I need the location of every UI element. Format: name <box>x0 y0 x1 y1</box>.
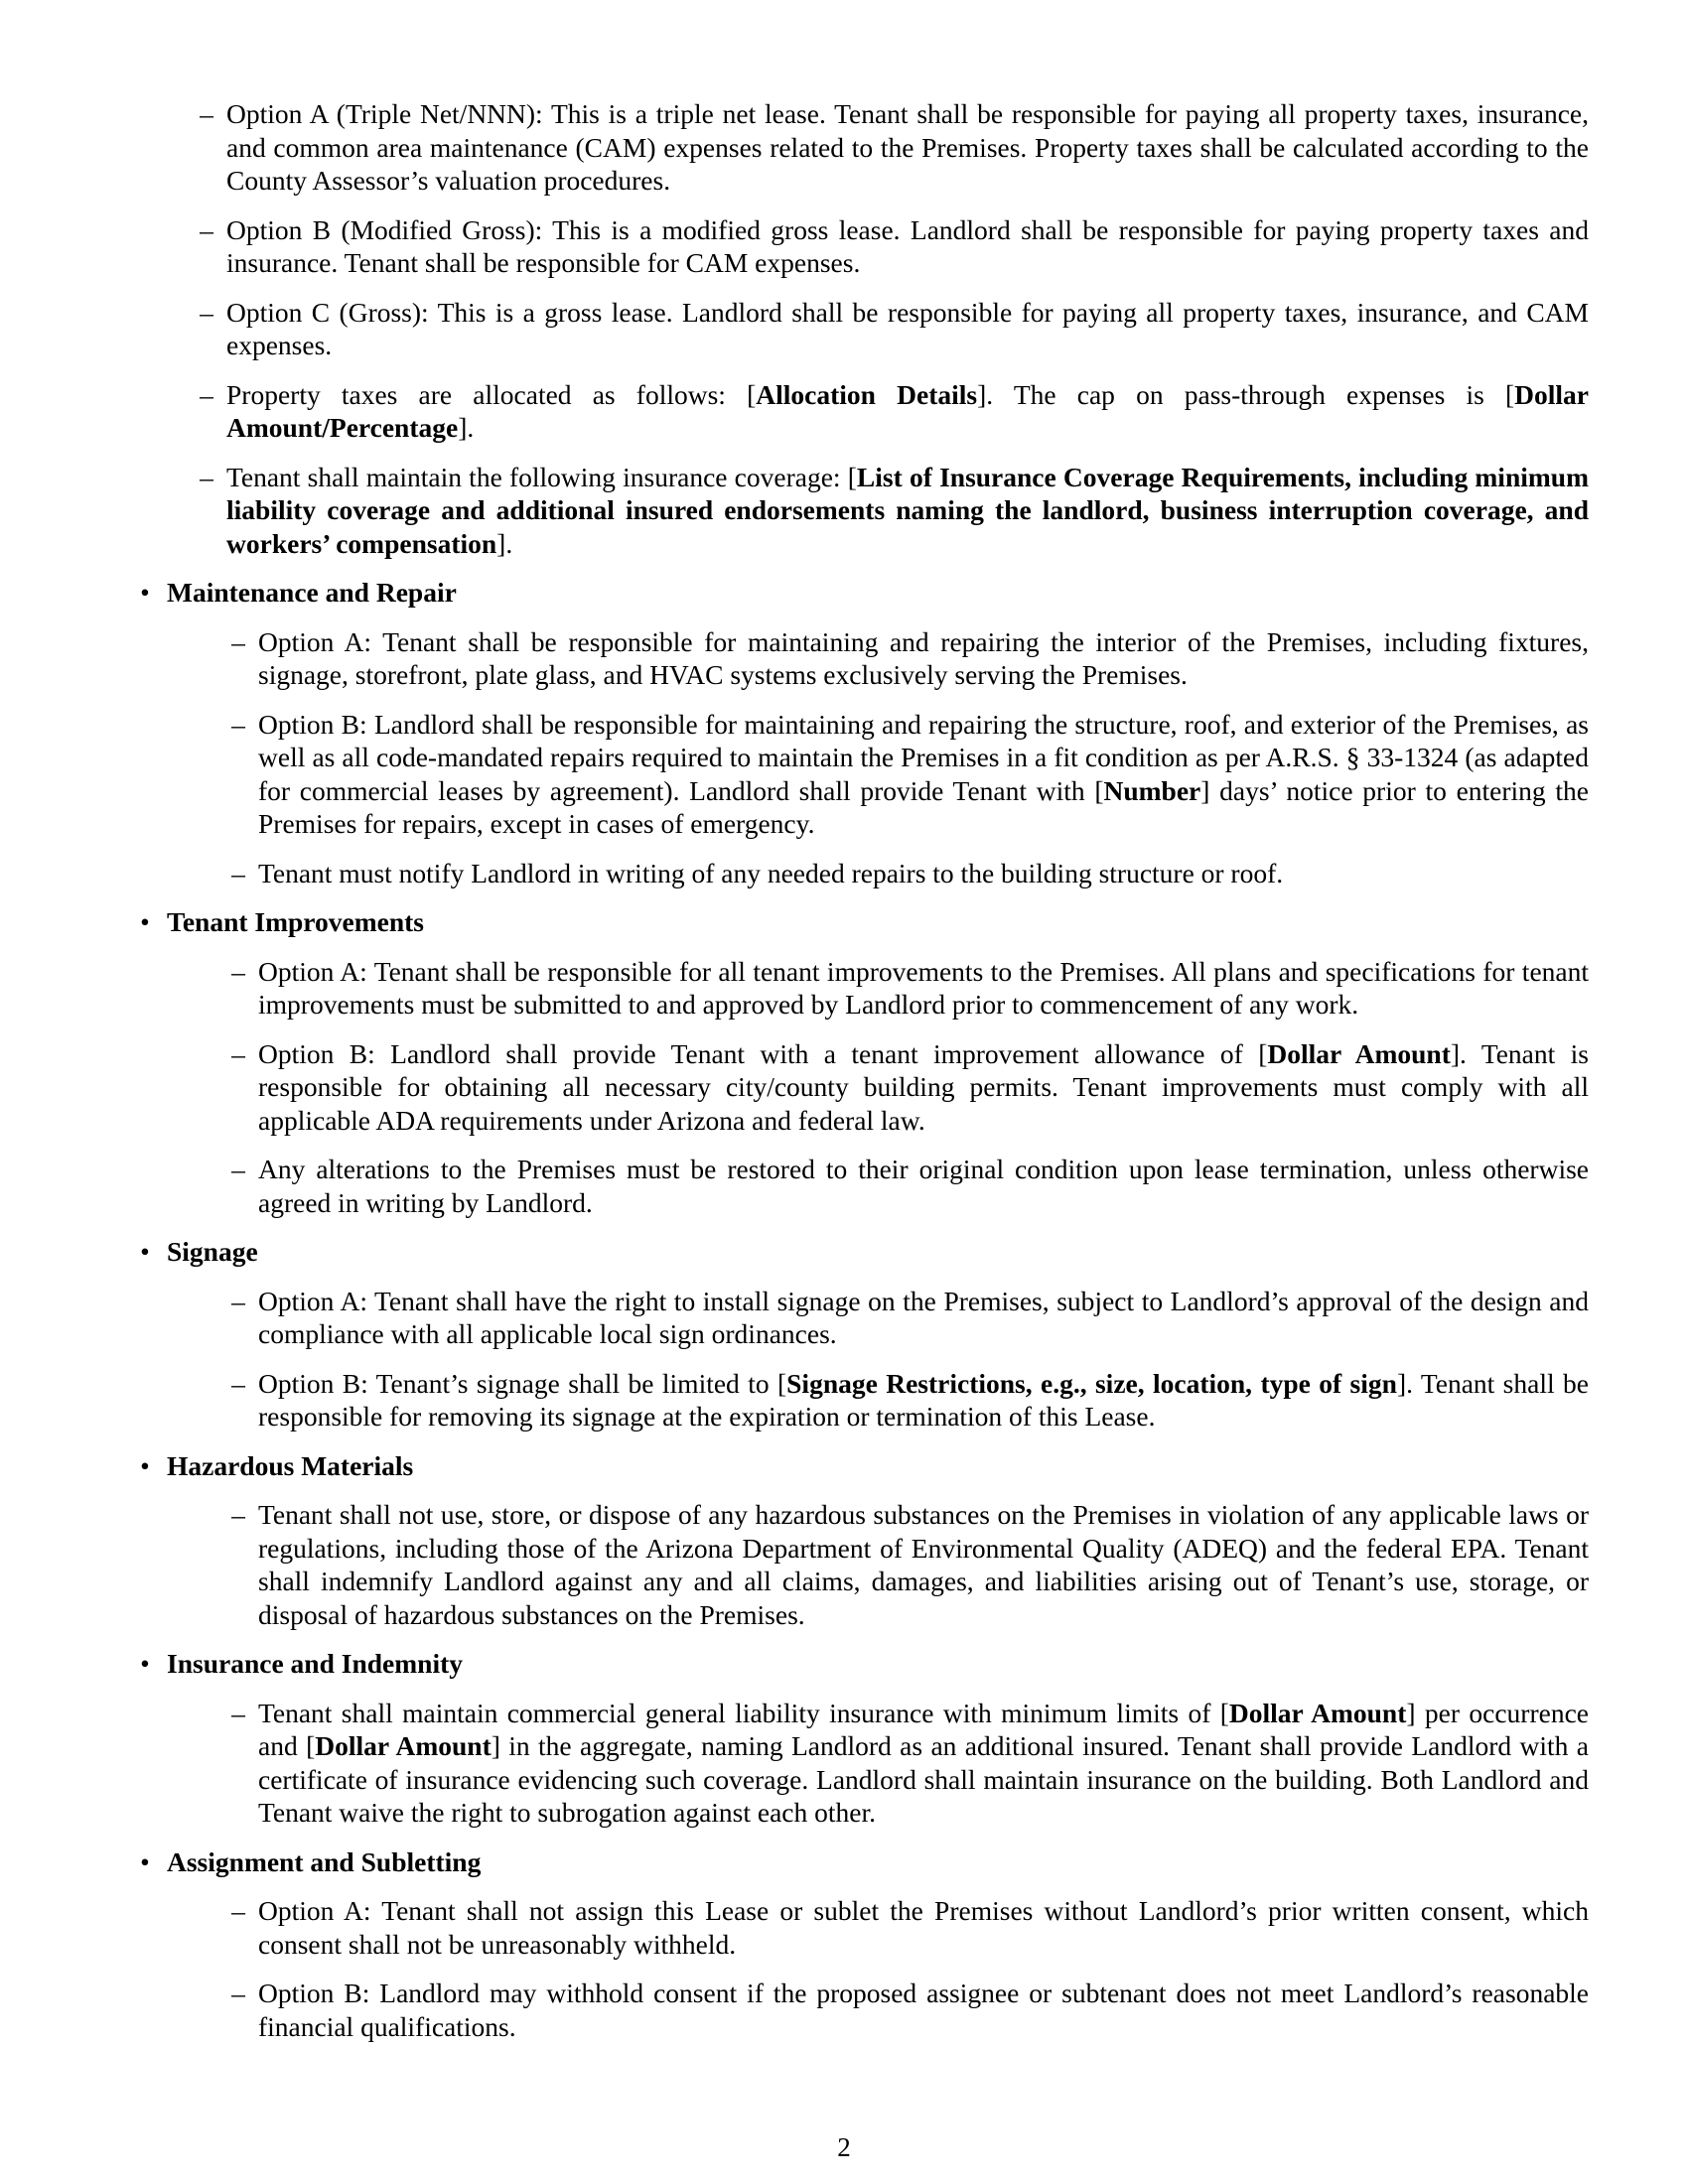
item-text: Tenant shall not use, store, or dispose of any hazardous substances on the Premises in violation of any applicable laws or regulations, including those of the Arizona Department of Environmental Quality (ADEQ) and the federal EPA. Tenant shall indemnify Landlord against any and all claims, damages, and liabilities arising out of Tenant’s use, storage, or disposal of hazardous substances on the Premises. <box>258 1499 1589 1630</box>
item-text: Option C (Gross): This is a gross lease. Landlord shall be responsible for paying all property taxes, insurance, and CAM expenses. <box>226 296 1589 360</box>
bullet-marker: • <box>140 1236 150 1267</box>
item-text: Option A: Tenant shall be responsible for maintaining and repairing the interior of the Premises, including fixtures, signage, storefront, plate glass, and HVAC systems exclusively serving the Premises. <box>258 625 1589 690</box>
item-text: Option B: Landlord shall provide Tenant with a tenant improvement allowance of [ <box>258 1037 1268 1069</box>
list-item <box>135 461 1589 561</box>
sub-list <box>167 955 1589 1220</box>
section-heading: Maintenance and Repair <box>167 577 457 608</box>
item-text: Option B: Landlord shall be responsible for maintaining and repairing the structure, roof, and exterior of the Premises, as well as all code-mandated repairs required to maintain the Premises in a fit condition as per A.R.S. § 33-1324 (as adapted for commercial leases by agreement). Landlord shall provide Tenant with [ <box>258 708 1589 806</box>
dash-marker: – <box>200 98 213 129</box>
dash-marker: – <box>200 461 213 492</box>
section-heading: Tenant Improvements <box>167 906 424 937</box>
placeholder-field: List of Insurance Coverage Requirements, including minimum liability coverage and additional insured endorsements naming the landlord, business interruption coverage, and workers’ compensation <box>226 461 1589 559</box>
section-item <box>135 1449 1589 1632</box>
section-item <box>135 1845 1589 2044</box>
bullet-marker: • <box>140 906 150 937</box>
dash-marker: – <box>231 625 245 657</box>
section-item <box>135 1235 1589 1433</box>
sub-list <box>167 625 1589 890</box>
section-heading: Insurance and Indemnity <box>167 1648 463 1679</box>
dash-marker: – <box>231 1037 245 1069</box>
placeholder-field: Dollar Amount <box>1228 1697 1407 1728</box>
item-text: Option B: Landlord may withhold consent if the proposed assignee or subtenant does not meet Landlord’s reasonable financial qualifications. <box>258 1978 1589 2042</box>
dash-marker: – <box>231 1697 245 1728</box>
section-heading: Hazardous Materials <box>167 1449 414 1481</box>
placeholder-field: Dollar Amount <box>315 1730 492 1761</box>
section-heading: Assignment and Subletting <box>167 1845 482 1877</box>
bullet-marker: • <box>140 1648 150 1679</box>
list-item <box>135 213 1589 280</box>
dash-marker: – <box>200 296 213 328</box>
item-text: ] per occurrence and [ <box>258 1697 1589 1761</box>
item-text: ]. Tenant shall be responsible for removing its signage at the expiration or termination of this Lease. <box>258 1367 1589 1432</box>
list-item <box>135 97 1589 198</box>
item-text: ]. The cap on pass-through expenses is [ <box>977 378 1515 410</box>
bullet-marker: • <box>140 1845 150 1877</box>
sub-list <box>167 1285 1589 1433</box>
dash-marker: – <box>231 1285 245 1316</box>
item-text: ]. <box>458 412 475 443</box>
sub-list <box>167 1697 1589 1830</box>
item-text: ] days’ notice prior to entering the Premises for repairs, except in cases of emergency. <box>258 774 1589 839</box>
section-list <box>135 576 1589 2043</box>
list-item <box>135 296 1589 362</box>
placeholder-field: Signage Restrictions, e.g., size, location, type of sign <box>786 1367 1397 1399</box>
bullet-marker: • <box>140 577 150 608</box>
dash-marker: – <box>231 1367 245 1399</box>
list-item <box>167 1153 1589 1219</box>
item-text: Option A: Tenant shall be responsible for all tenant improvements to the Premises. All plans and specifications for tenant improvements must be submitted to and approved by Landlord prior to commencement of any work. <box>258 955 1589 1020</box>
item-text: Tenant must notify Landlord in writing of any needed repairs to the building structure or roof. <box>258 857 1284 888</box>
section-heading: Signage <box>167 1236 258 1267</box>
list-item <box>167 1285 1589 1351</box>
dash-marker: – <box>231 1978 245 2008</box>
section-item <box>135 905 1589 1219</box>
item-text: Option A (Triple Net/NNN): This is a triple net lease. Tenant shall be responsible for paying all property taxes, insurance, and common area maintenance (CAM) expenses related to the Premises. Property taxes shall be calculated according to the County Assessor’s valuation procedures. <box>226 98 1589 196</box>
placeholder-field: Allocation Details <box>756 378 978 410</box>
page-number: 2 <box>837 2132 851 2162</box>
sub-list <box>167 1498 1589 1631</box>
section-item <box>135 576 1589 889</box>
dash-marker: – <box>231 1895 245 1926</box>
list-item <box>167 708 1589 841</box>
list-item <box>167 625 1589 692</box>
item-text: Option A: Tenant shall not assign this Lease or sublet the Premises without Landlord’s prior written consent, which consent shall not be unreasonably withheld. <box>258 1895 1589 1960</box>
list-item <box>167 857 1589 890</box>
placeholder-field: Dollar Amount <box>1267 1037 1451 1069</box>
item-text: Property taxes are allocated as follows: [ <box>226 378 757 410</box>
item-text: ] in the aggregate, naming Landlord as an additional insured. Tenant shall provide Landlord with a certificate of insurance evidencing such coverage. Landlord shall maintain insurance on the building. Both Landlord and Tenant waive the right to subrogation against each other. <box>258 1730 1589 1828</box>
list-item <box>135 378 1589 445</box>
item-text: Option B: Tenant’s signage shall be limited to [ <box>258 1367 787 1399</box>
dash-marker: – <box>200 378 213 410</box>
bullet-marker: • <box>140 1449 150 1481</box>
dash-marker: – <box>231 857 245 888</box>
list-item <box>167 1697 1589 1830</box>
dash-marker: – <box>231 955 245 987</box>
item-text: Option B (Modified Gross): This is a modified gross lease. Landlord shall be responsible for paying property taxes and insurance. Tenant shall be responsible for CAM expenses. <box>226 213 1589 278</box>
section-item <box>135 1647 1589 1830</box>
dash-marker: – <box>231 1499 245 1530</box>
item-text: Any alterations to the Premises must be restored to their original condition upon lease termination, unless otherwise agreed in writing by Landlord. <box>258 1154 1589 1218</box>
placeholder-field: Dollar Amount/Percentage <box>226 378 1589 443</box>
sub-list <box>167 1894 1589 2043</box>
document-body <box>135 97 1589 2059</box>
item-text: Tenant shall maintain the following insurance coverage: [ <box>226 461 857 492</box>
placeholder-field: Number <box>1103 774 1201 806</box>
list-item <box>167 1498 1589 1631</box>
dash-marker: – <box>231 1154 245 1184</box>
item-text: Tenant shall maintain commercial general liability insurance with minimum limits of [ <box>258 1697 1229 1728</box>
list-item <box>167 1037 1589 1138</box>
item-text: Option A: Tenant shall have the right to install signage on the Premises, subject to Landlord’s approval of the design and compliance with all applicable local sign ordinances. <box>258 1285 1589 1349</box>
list-item <box>167 1977 1589 2043</box>
item-text: ]. Tenant is responsible for obtaining all necessary city/county building permits. Tenant improvements must comply with all applicable ADA requirements under Arizona and federal law. <box>258 1037 1590 1136</box>
continued-sub-list <box>135 97 1589 560</box>
list-item <box>167 1367 1589 1433</box>
list-item <box>167 1894 1589 1961</box>
dash-marker: – <box>231 708 245 740</box>
list-item <box>167 955 1589 1022</box>
dash-marker: – <box>200 213 213 245</box>
item-text: ]. <box>496 527 513 559</box>
